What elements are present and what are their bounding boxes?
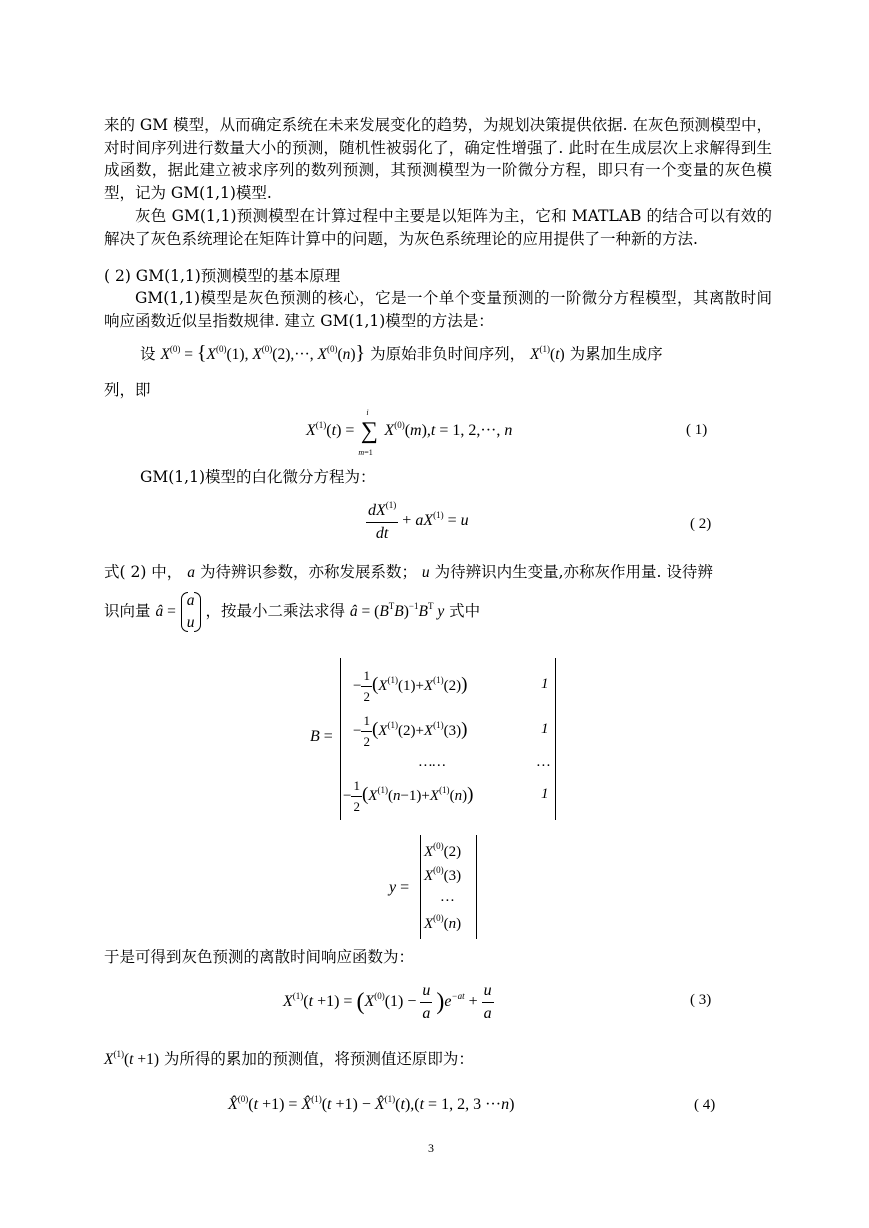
vector-y: $X^{(0)}(2)$ $X^{(0)}(3)$ … $X^{(0)}(n)$ (420, 835, 477, 939)
matrix-b-ellipsis-left: …… (419, 754, 446, 770)
paragraph-gm-core: GM(1,1)模型是灰色预测的核心，它是一个单个变量预测的一阶微分方程模型，其离散时间响应函数近似呈指数规律. 建立 GM(1,1)模型的方法是： (104, 289, 772, 330)
sequence-continuation: 列，即 (104, 381, 151, 399)
matrix-b-row-2-col-2: 1 (541, 721, 549, 737)
sequence-definition-line: 设 $X^{(0)} = \{X^{(0)}(1)$, $X^{(0)}(2),\cdot\cdot\cdot$, $X^{(0)}(n)$} 为原始非负时间序列， $X^{(1)}(t)$ 为累加生成序 (140, 342, 663, 364)
paragraph-matlab: 灰色 GM(1,1)预测模型在计算过程中主要是以矩阵为主，它和 MATLAB 的结合可以有效的解决了灰色系统理论在矩阵计算中的问题，为灰色系统理论的应用提供了一种新的方法. (104, 207, 772, 248)
equation-3-number: ( 3) (690, 992, 712, 1008)
parameter-description-line: 式( 2) 中， a 为待辨识参数，亦称发展系数； u 为待辨识内生变量,亦称灰作用量. 设待辨 (104, 563, 713, 581)
equation-3: $X^{(1)}(t +1) = (X^{(0)}(1)$ − $\frac{u}{a}$ )$e^{-at}$ + $\frac{u}{a}$ (283, 982, 492, 1022)
equation-2-number: ( 2) (690, 516, 712, 532)
vector-y-ellipsis: … (441, 889, 455, 905)
matrix-b-row-1: − $\frac{1}{2}$ $(X^{(1)}(1)+X^{(1)}(2))$ (353, 668, 468, 704)
section-heading: ( 2) GM(1,1)预测模型的基本原理 (104, 267, 341, 285)
sequence-formula: $X^{(0)} = \{X^{(0)}(1)$, $X^{(0)}(2),\cdot\cdot\cdot$, $X^{(0)}(n)$} (160, 342, 366, 364)
restore-line: $X^{(1)}(t +1)$ 为所得的累加的预测值，将预测值还原即为： (104, 1049, 474, 1068)
matrix-b-row-1-col-2: 1 (541, 676, 549, 692)
equation-1: $X^{(1)}(t)$ = i ∑ m=1 $X^{(0)}(m),t = 1$, 2,···, n (306, 408, 513, 457)
equation-4: X̂$^{(0)}$(t +1) = X̂$^{(1)}$(t +1) − X̂$^{(1)}$(t),(t = 1, 2, 3 ···n) (228, 1094, 515, 1113)
whitened-equation-intro: GM(1,1)模型的白化微分方程为： (140, 468, 376, 486)
equation-2: $\frac{dX^{(1)}}{dt}$ + $aX^{(1)} = u$ (368, 500, 469, 542)
equation-4-number: ( 4) (694, 1097, 716, 1113)
matrix-b-row-2: − $\frac{1}{2}$ $(X^{(1)}(2)+X^{(1)}(3))$ (353, 713, 468, 749)
matrix-b-label: B = (310, 728, 333, 745)
vector-a-u: a u (181, 590, 201, 634)
response-function-intro: 于是可得到灰色预测的离散时间响应函数为： (104, 948, 415, 966)
paragraph-intro: 来的 GM 模型，从而确定系统在未来发展变化的趋势，为规划决策提供依据. 在灰色预测模型中，对时间序列进行数量大小的预测，随机性被弱化了，确定性增强了. 此时在生成层次上求解得到生成函数，据此建立被求序列的数列预测，其预测模型为一阶微分方程，即只有一个变量的灰色模型，记为 GM(1,1)模型. (104, 116, 772, 202)
matrix-b-row-4: − $\frac{1}{2}$ $(X^{(1)}(n-1)+X^{(1)}(n))$ (343, 778, 474, 814)
matrix-b-row-4-col-2: 1 (541, 786, 549, 802)
identification-vector-line: 识向量 â = a u ，按最小二乘法求得 â = $(B^TB)^{-1}B^T$ y 式中 (104, 590, 480, 634)
vector-y-label: y = (389, 879, 410, 896)
matrix-b-ellipsis-right: … (537, 754, 551, 770)
page-number: 3 (428, 1141, 434, 1155)
matrix-b (340, 658, 556, 820)
equation-1-number: ( 1) (686, 422, 708, 438)
